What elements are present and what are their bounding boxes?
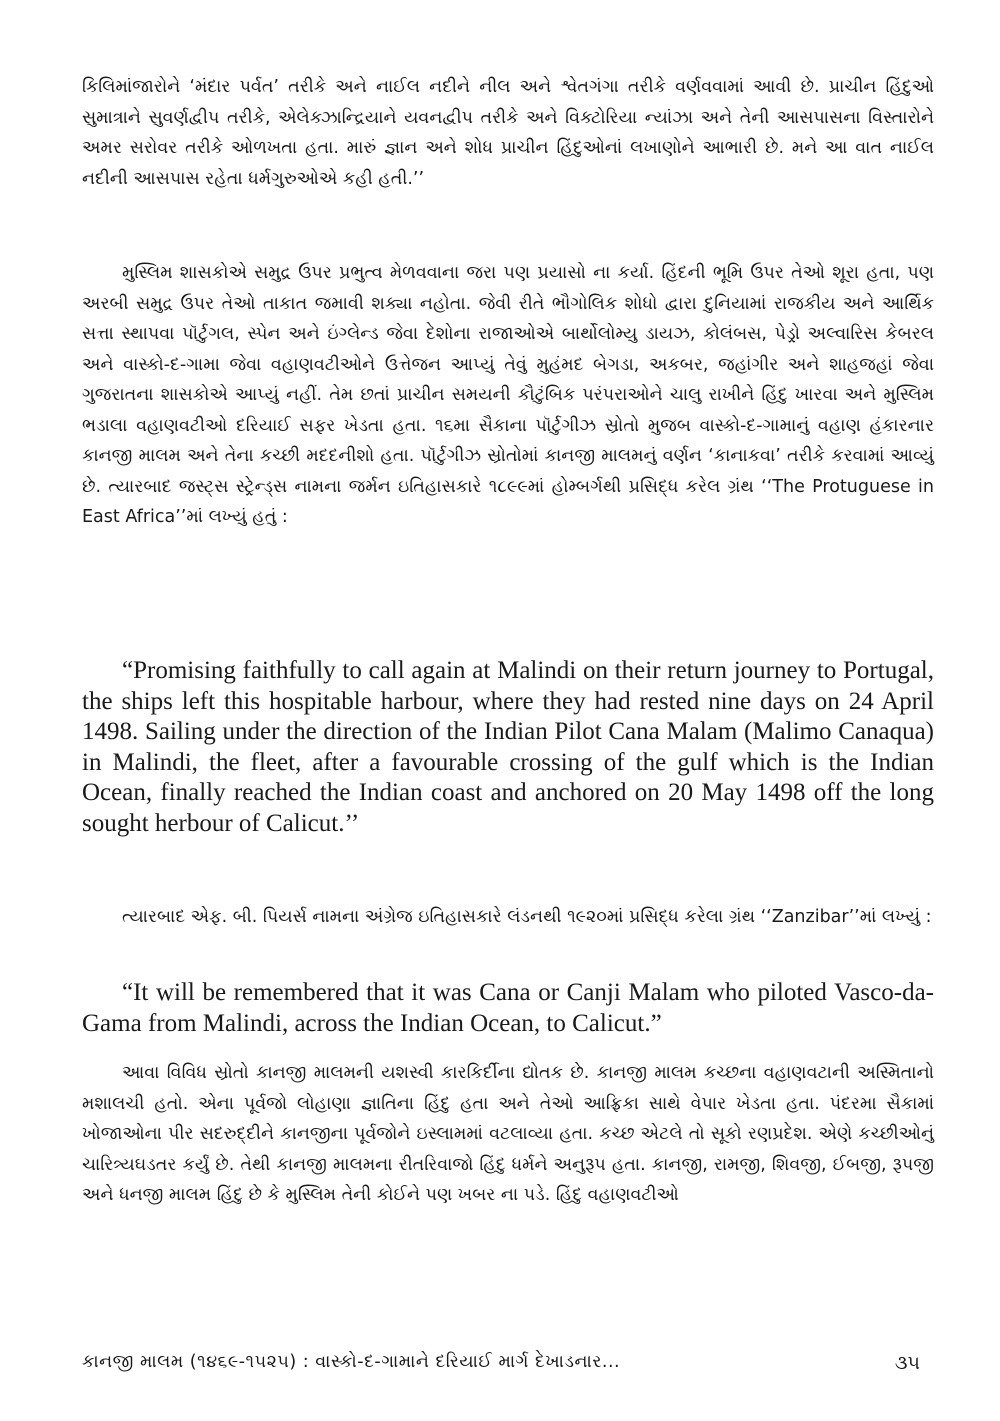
paragraph-intro-continuation: કિલિમાંજારોને ‘મંદાર પર્વત’ તરીકે અને નાઈલ નદીને નીલ અને શ્વેતગંગા તરીકે વર્ણવવામાં આવી છે. પ્રાચીન હિંદુઓ સુમાત્રાને સુવર્ણદ્વીપ તરીકે, એલેક્ઝાન્દ્રિયાને યવનદ્વીપ તરીકે અને વિક્ટોરિયા ન્યાંઝા અને તેની આસપાસના વિસ્તારોને અમર સરોવર તરીકે ઓળખતા હતા. મારું જ્ઞાન અને શોધ પ્રાચીન હિંદુઓનાં લખાણોને આભારી છે. મને આ વાત નાઈલ નદીની આસપાસ રહેતા ધર્મગુરુઓએ કહી હતી.’’ bbox=[82, 77, 934, 189]
running-footer-title: કાનજી માલમ (૧૪૬૯-૧૫૨૫) : વાસ્કો-દ-ગામાને દરિયાઈ માર્ગ દેખાડનાર... bbox=[82, 1352, 621, 1372]
quote-zanzibar: “It will be remembered that it was Cana or Canji Malam who piloted Vasco-da-Gama from Malindi, across the Indian Ocean, to Calicut.” bbox=[82, 979, 934, 1037]
quote-strandes: “Promising faithfully to call again at Malindi on their return journey to Portugal, the ships left this hospitable harbour, where they had rested nine days on 24 April 1498. Sailing under the direction of the Indian Pilot Cana Malam (Malimo Canaqua) in Malindi, the fleet, after a favourable crossing of the gulf which is the Indian Ocean, finally reached the Indian coast and anchored on 20 May 1498 off the long sought herbour of Calicut.’’ bbox=[82, 657, 934, 837]
page-number: ૩૫ bbox=[894, 1352, 920, 1374]
paragraph-sources: આવા વિવિધ સ્રોતો કાનજી માલમની યશસ્વી કારકિર્દીના દ્યોતક છે. કાનજી માલમ કચ્છના વહાણવટાની અસ્મિતાનો મશાલચી હતો. એના પૂર્વજો લોહાણા જ્ઞાતિના હિંદુ હતા અને તેઓ આફ્રિકા સાથે વેપાર ખેડતા હતા. પંદરમા સૈકામાં ખોજાઓના પીર સદરુદ્દીને કાનજીના પૂર્વજોને ઇસ્લામમાં વટલાવ્યા હતા. કચ્છ એટલે તો સૂકો રણપ્રદેશ. એણે કચ્છીઓનું ચારિત્ર્યઘડતર કર્યું છે. તેથી કાનજી માલમના રીતરિવાજો હિંદુ ધર્મને અનુરૂપ હતા. કાનજી, રામજી, શિવજી, ઈબજી, રૂપજી અને ધનજી માલમ હિંદુ છે કે મુસ્લિમ તેની કોઈને પણ ખબર ના પડે. હિંદુ વહાણવટીઓ bbox=[82, 1063, 934, 1205]
paragraph-pearce-intro: ત્યારબાદ એફ. બી. પિયર્સ નામના અંગ્રેજ ઇતિહાસકારે લંડનથી ૧૯૨૦માં પ્રસિદ્ધ કરેલા ગ્રંથ ‘‘Zanzibar’’માં લખ્યું : bbox=[122, 907, 932, 927]
paragraph-muslim-rulers: મુસ્લિમ શાસકોએ સમુદ્ર ઉપર પ્રભુત્વ મેળવવાના જરા પણ પ્રયાસો ના કર્યા. હિંદની ભૂમિ ઉપર તેઓ શૂરા હતા, પણ અરબી સમુદ્ર ઉપર તેઓ તાકાત જમાવી શક્યા નહોતા. જેવી રીતે ભૌગોલિક શોધો દ્વારા દુનિયામાં રાજકીય અને આર્થિક સત્તા સ્થાપવા પૉર્ટુગલ, સ્પેન અને ઇંગ્લેન્ડ જેવા દેશોના રાજાઓએ બાર્થોલોમ્યુ ડાયઝ, કોલંબસ, પેડ્રો અલ્વારિસ કેબરલ અને વાસ્કો-દ-ગામા જેવા વહાણવટીઓને ઉત્તેજન આપ્યું તેવું મુહંમદ બેગડા, અકબર, જહાંગીર અને શાહજહાં જેવા ગુજરાતના શાસકોએ આપ્યું નહીં. તેમ છતાં પ્રાચીન સમયની કૌટુંબિક પરંપરાઓને ચાલુ રાખીને હિંદુ ખારવા અને મુસ્લિમ ભડાલા વહાણવટીઓ દરિયાઈ સફર ખેડતા હતા. ૧૬મા સૈકાના પૉર્ટુગીઝ સ્રોતો મુજબ વાસ્કો-દ-ગામાનું વહાણ હંકારનાર કાનજી માલમ અને તેના કચ્છી મદદનીશો હતા. પૉર્ટુગીઝ સ્રોતોમાં કાનજી માલમનું વર્ણન ‘કાનાકવા’ તરીકે કરવામાં આવ્યું છે. ત્યારબાદ જસ્ટ્સ સ્ટ્રેન્ડ્સ નામના જર્મન ઇતિહાસકારે ૧૮૯૯માં હોમ્બર્ગથી પ્રસિદ્ધ કરેલ ગ્રંથ ‘‘The Protuguese in East Africa’’માં લખ્યું હતું : bbox=[82, 263, 934, 527]
